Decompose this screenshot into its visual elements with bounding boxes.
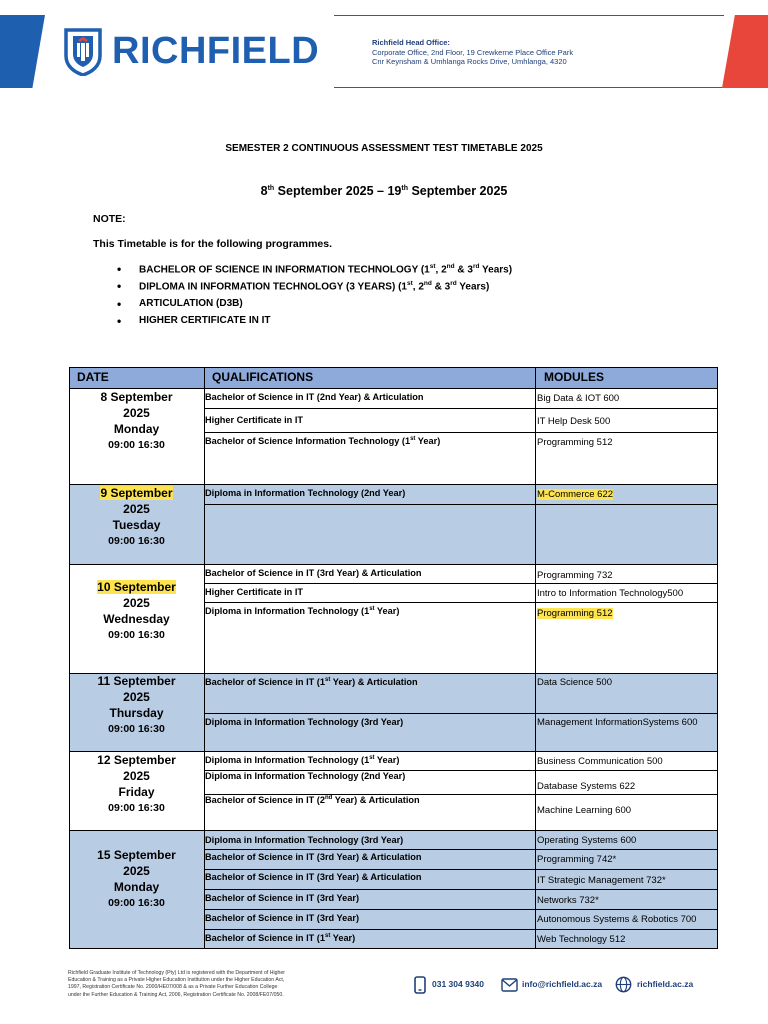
head-office-title: Richfield Head Office:: [372, 38, 450, 47]
module-cell: Programming 512: [537, 608, 613, 619]
module-cell: Programming 512: [537, 437, 613, 448]
qualification-cell: Higher Certificate in IT: [205, 587, 304, 597]
programme-item: • DIPLOMA IN INFORMATION TECHNOLOGY (3 YEARS) (1st, 2nd & 3rd Years): [117, 280, 512, 297]
module-cell: Autonomous Systems & Robotics 700: [537, 914, 697, 925]
qualification-cell: Bachelor of Science in IT (3rd Year): [205, 893, 360, 903]
module-cell: Web Technology 512: [537, 934, 626, 945]
module-cell: Operating Systems 600: [537, 835, 637, 846]
qualification-cell: Bachelor of Science Information Technology (1st Year): [205, 436, 441, 447]
module-cell: IT Strategic Management 732*: [537, 875, 666, 886]
registration-notice: Richfield Graduate Institute of Technology (Pty) Ltd is registered with the Department of Higher Education & Training as a Private Higher Education Institution under the Higher Education Act, 1997, Registration Certificate No. 2000/HE07/008 & as a Private Further Education College under the Further Education & Training Act, 2006, Registration Certificate No. 2008/FE07/050.: [68, 970, 286, 998]
qualification-cell: Bachelor of Science in IT (3rd Year) & Articulation: [205, 852, 422, 862]
qualification-cell: Bachelor of Science in IT (3rd Year) & Articulation: [205, 872, 422, 882]
qualification-cell: Diploma in Information Technology (3rd Year): [205, 717, 404, 727]
date-range-end: September 2025: [407, 184, 508, 198]
module-cell: Business Communication 500: [537, 756, 663, 767]
programme-item: • HIGHER CERTIFICATE IN IT: [117, 315, 512, 332]
date-cell: 11 September 2025 Thursday 09:00 16:30: [97, 674, 176, 735]
phone-number: 031 304 9340: [432, 979, 484, 989]
richfield-shield-logo: [64, 28, 102, 76]
timetable: [69, 367, 718, 949]
module-cell: Big Data & IOT 600: [537, 393, 620, 404]
module-cell: Networks 732*: [537, 895, 599, 906]
module-cell: Machine Learning 600: [537, 805, 632, 816]
start-day: 8: [260, 184, 268, 198]
header-qualifications: QUALIFICATIONS: [212, 370, 314, 384]
qualification-cell: Higher Certificate in IT: [205, 415, 304, 425]
module-cell: M-Commerce 622: [537, 489, 614, 500]
module-cell: Management InformationSystems 600: [537, 717, 698, 728]
header-red-accent: [722, 15, 768, 88]
module-cell: Data Science 500: [537, 677, 612, 688]
qualification-cell: Diploma in Information Technology (3rd Year): [205, 835, 404, 845]
date-cell: 10 September 2025 Wednesday 09:00 16:30: [97, 580, 176, 641]
qualification-cell: Bachelor of Science in IT (2nd Year) & Articulation: [205, 392, 424, 402]
header-date: DATE: [77, 370, 109, 384]
head-office-line1: Corporate Office, 2nd Floor, 19 Crewkerne Place Office Park: [372, 47, 574, 57]
phone-icon: [414, 976, 426, 994]
date-cell: 12 September 2025 Friday 09:00 16:30: [97, 753, 176, 814]
qualification-cell: Bachelor of Science in IT (1st Year): [205, 933, 356, 944]
module-cell: IT Help Desk 500: [537, 416, 611, 427]
module-cell: Intro to Information Technology500: [537, 588, 684, 599]
date-range: [0, 184, 768, 198]
head-office-address: [372, 38, 573, 67]
programmes-intro: This Timetable is for the following programmes.: [93, 238, 333, 250]
programme-item: • BACHELOR OF SCIENCE IN INFORMATION TECHNOLOGY (1st, 2nd & 3rd Years): [117, 263, 512, 280]
qualification-cell: Bachelor of Science in IT (1st Year) & Articulation: [205, 677, 418, 688]
qualification-cell: Bachelor of Science in IT (2nd Year) & Articulation: [205, 795, 420, 806]
globe-icon: [615, 976, 632, 993]
header-modules: MODULES: [544, 370, 604, 384]
document-title: SEMESTER 2 CONTINUOUS ASSESSMENT TEST TIMETABLE 2025: [225, 143, 543, 154]
date-range-middle: September 2025 – 19: [274, 184, 402, 198]
module-cell: Database Systems 622: [537, 781, 636, 792]
qualification-cell: Diploma in Information Technology (1st Year): [205, 755, 400, 766]
qualification-cell: Diploma in Information Technology (2nd Year): [205, 771, 406, 781]
table-header-row: [69, 367, 718, 388]
qualification-cell: Diploma in Information Technology (1st Year): [205, 606, 400, 617]
date-cell: 9 September 2025 Tuesday 09:00 16:30: [100, 486, 173, 547]
module-cell: Programming 732: [537, 570, 613, 581]
website-link[interactable]: richfield.ac.za: [637, 979, 694, 989]
header-blue-accent: [0, 15, 45, 88]
head-office-line2: Cnr Keynsham & Umhlanga Rocks Drive, Umhlanga, 4320: [372, 57, 567, 66]
email-address[interactable]: info@richfield.ac.za: [522, 979, 603, 989]
date-cell: 8 September 2025 Monday 09:00 16:30: [100, 390, 173, 451]
module-cell: Programming 742*: [537, 854, 617, 865]
programme-list: [117, 263, 512, 332]
qualification-cell: Bachelor of Science in IT (3rd Year): [205, 913, 360, 923]
date-cell: 15 September 2025 Monday 09:00 16:30: [97, 848, 176, 909]
end-day-suffix: th: [401, 184, 408, 192]
qualification-cell: Bachelor of Science in IT (3rd Year) & Articulation: [205, 568, 422, 578]
note-label: NOTE:: [93, 213, 126, 225]
start-day-suffix: th: [267, 184, 275, 192]
brand-name: RICHFIELD: [112, 30, 320, 72]
programme-item: • ARTICULATION (D3B): [117, 298, 512, 315]
qualification-cell: Diploma in Information Technology (2nd Year): [205, 488, 406, 498]
email-icon: [501, 978, 518, 992]
